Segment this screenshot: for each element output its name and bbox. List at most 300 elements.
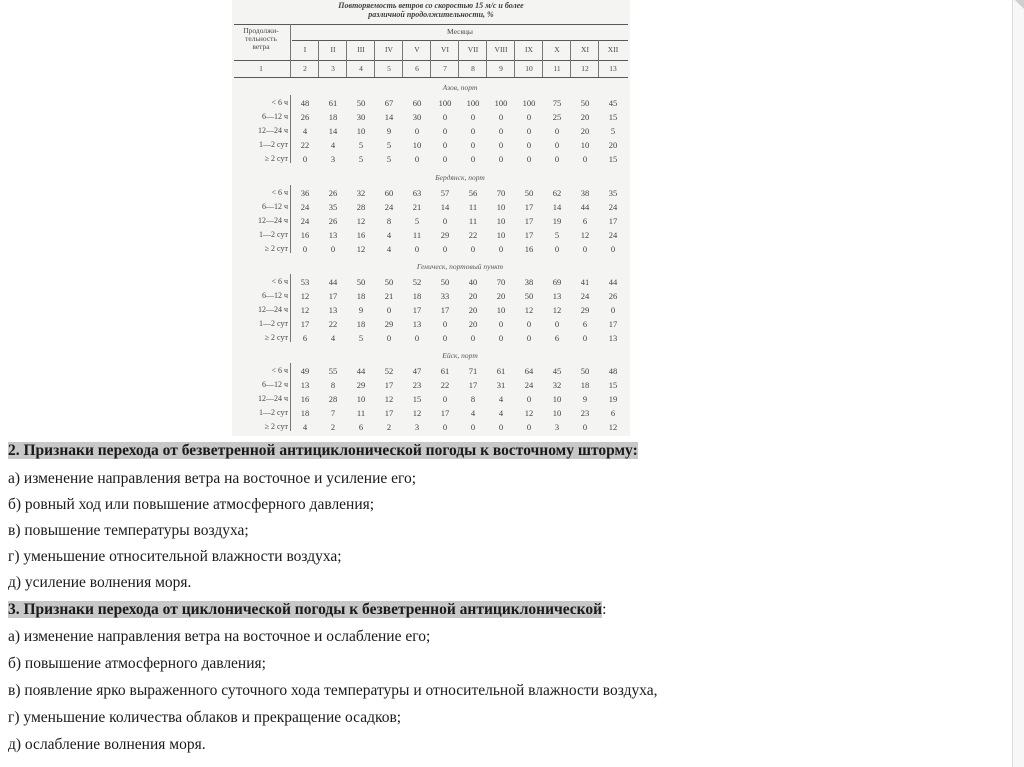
table-cell: 17	[384, 380, 394, 390]
column-number: 3	[331, 64, 335, 73]
table-cell: 28	[328, 394, 338, 404]
table-cell: 0	[442, 319, 448, 329]
table-cell: 12	[384, 394, 394, 404]
table-rule-mid	[234, 60, 628, 61]
row-label: 12—24 ч	[257, 216, 288, 225]
table-vline	[486, 40, 487, 77]
table-cell: 52	[384, 366, 394, 376]
section3-item-g: г) уменьшение количества облаков и прекращение осадков;	[8, 709, 402, 726]
month-header: I	[303, 45, 307, 54]
table-cell: 0	[582, 333, 588, 343]
table-cell: 24	[608, 202, 618, 212]
table-cell: 3	[554, 422, 560, 432]
section3-item-a: а) изменение направления ветра на восточное и ослабление его;	[8, 628, 431, 645]
table-cell: 0	[526, 112, 532, 122]
table-cell: 0	[526, 140, 532, 150]
table-vline-first	[290, 24, 291, 77]
month-header: IV	[385, 45, 393, 54]
month-header: IX	[525, 45, 533, 54]
table-cell: 0	[470, 333, 476, 343]
table-cell: 16	[300, 394, 310, 404]
table-cell: 29	[580, 305, 590, 315]
table-cell: 44	[608, 277, 618, 287]
table-cell: 0	[554, 140, 560, 150]
table-cell: 17	[440, 305, 450, 315]
table-cell: 17	[608, 319, 618, 329]
section2-item-v: в) повышение температуры воздуха;	[8, 522, 249, 539]
page-corner-icon	[1015, 0, 1024, 9]
table-cell: 12	[524, 305, 534, 315]
table-cell: 55	[328, 366, 338, 376]
table-cell: 20	[608, 140, 618, 150]
column-number: 2	[303, 64, 307, 73]
table-cell: 5	[358, 140, 364, 150]
table-cell: 7	[330, 408, 336, 418]
table-cell: 12	[552, 305, 562, 315]
table-cell: 0	[554, 126, 560, 136]
table-cell: 6	[358, 422, 364, 432]
table-cell: 3	[330, 154, 336, 164]
table-vline-block	[290, 274, 291, 342]
header-duration-line: ветра	[252, 42, 270, 51]
table-cell: 12	[300, 291, 310, 301]
table-cell: 13	[552, 291, 562, 301]
header-duration-line: тельность	[245, 34, 277, 43]
table-cell: 29	[384, 319, 394, 329]
table-cell: 24	[608, 230, 618, 240]
table-cell: 8	[330, 380, 336, 390]
table-cell: 17	[468, 380, 478, 390]
column-number: 12	[581, 64, 589, 73]
column-number: 8	[471, 64, 475, 73]
table-cell: 0	[582, 244, 588, 254]
table-cell: 20	[468, 319, 478, 329]
month-header: XI	[581, 45, 589, 54]
section3-item-d: д) ослабление волнения моря.	[8, 736, 206, 753]
station-name: Азов, порт	[442, 83, 478, 92]
table-cell: 14	[384, 112, 394, 122]
table-cell: 35	[608, 188, 618, 198]
table-cell: 63	[412, 188, 422, 198]
table-cell: 12	[356, 216, 366, 226]
table-cell: 11	[412, 230, 422, 240]
table-cell: 10	[580, 140, 590, 150]
scanned-wind-table	[232, 0, 630, 436]
table-cell: 100	[522, 98, 536, 108]
row-label: < 6 ч	[271, 98, 288, 107]
section3-heading: 3. Признаки перехода от циклонической погоды к безветренной антициклонической:	[8, 601, 607, 618]
table-cell: 0	[470, 140, 476, 150]
table-cell: 17	[384, 408, 394, 418]
table-vline-block	[290, 95, 291, 163]
table-cell: 53	[300, 277, 310, 287]
table-cell: 45	[608, 98, 618, 108]
table-cell: 5	[610, 126, 616, 136]
month-header: VII	[467, 45, 479, 54]
table-cell: 16	[356, 230, 366, 240]
table-cell: 60	[384, 188, 394, 198]
table-cell: 0	[414, 244, 420, 254]
table-cell: 11	[468, 216, 478, 226]
section2-item-d: д) усиление волнения моря.	[8, 574, 192, 591]
table-cell: 100	[438, 98, 452, 108]
table-cell: 18	[328, 112, 338, 122]
table-cell: 6	[582, 319, 588, 329]
row-label: 6—12 ч	[261, 202, 288, 211]
table-cell: 0	[610, 305, 616, 315]
column-number: 4	[359, 64, 363, 73]
table-cell: 13	[608, 333, 618, 343]
table-cell: 0	[554, 154, 560, 164]
section2-heading: 2. Признаки перехода от безветренной антициклонической погоды к восточному шторму:	[8, 442, 638, 459]
table-cell: 0	[498, 140, 504, 150]
table-vline	[346, 40, 347, 77]
table-cell: 38	[524, 277, 534, 287]
column-number: 10	[525, 64, 533, 73]
table-cell: 22	[328, 319, 338, 329]
table-cell: 22	[440, 380, 450, 390]
station-name: Геническ, портовый пункт	[416, 262, 504, 271]
table-cell: 0	[442, 333, 448, 343]
section3-item-b: б) повышение атмосферного давления;	[8, 655, 266, 672]
station-name: Бердянск, порт	[435, 173, 485, 182]
header-duration-line: Продолжи-	[243, 26, 279, 35]
table-cell: 0	[498, 422, 504, 432]
table-cell: 100	[466, 98, 480, 108]
table-cell: 12	[412, 408, 422, 418]
table-cell: 17	[328, 291, 338, 301]
table-cell: 23	[580, 408, 590, 418]
table-cell: 47	[412, 366, 422, 376]
table-vline	[374, 40, 375, 77]
month-header: VI	[441, 45, 449, 54]
table-cell: 0	[498, 112, 504, 122]
table-cell: 5	[358, 154, 364, 164]
table-cell: 26	[328, 216, 338, 226]
table-cell: 0	[498, 319, 504, 329]
table-rule-top	[234, 24, 628, 25]
table-cell: 15	[608, 112, 618, 122]
table-cell: 100	[494, 98, 508, 108]
table-cell: 0	[554, 244, 560, 254]
table-cell: 4	[386, 230, 392, 240]
header-months: Месяцы	[447, 27, 473, 36]
table-cell: 4	[302, 422, 308, 432]
table-cell: 0	[442, 112, 448, 122]
table-cell: 24	[524, 380, 534, 390]
table-cell: 14	[552, 202, 562, 212]
station-name: Ейск, порт	[442, 351, 478, 360]
table-cell: 19	[552, 216, 562, 226]
table-cell: 11	[468, 202, 478, 212]
table-cell: 4	[498, 408, 504, 418]
table-cell: 26	[300, 112, 310, 122]
table-cell: 0	[414, 154, 420, 164]
table-cell: 0	[498, 244, 504, 254]
table-cell: 19	[608, 394, 618, 404]
table-cell: 0	[582, 154, 588, 164]
table-cell: 5	[414, 216, 420, 226]
column-number: 6	[415, 64, 419, 73]
table-cell: 64	[524, 366, 534, 376]
table-cell: 21	[412, 202, 422, 212]
table-vline	[430, 40, 431, 77]
table-cell: 30	[356, 112, 366, 122]
table-cell: 31	[496, 380, 506, 390]
table-cell: 10	[496, 202, 506, 212]
table-cell: 26	[328, 188, 338, 198]
table-cell: 12	[300, 305, 310, 315]
table-cell: 44	[580, 202, 590, 212]
table-cell: 24	[300, 216, 310, 226]
table-cell: 16	[524, 244, 534, 254]
table-cell: 15	[608, 380, 618, 390]
table-cell: 0	[470, 154, 476, 164]
table-vline	[402, 40, 403, 77]
table-cell: 67	[384, 98, 394, 108]
row-label: 1—2 сут	[259, 230, 288, 239]
table-vline	[570, 40, 571, 77]
table-cell: 61	[440, 366, 450, 376]
table-rule-num	[234, 77, 628, 78]
table-cell: 0	[498, 126, 504, 136]
month-header: V	[414, 45, 420, 54]
table-cell: 24	[384, 202, 394, 212]
table-cell: 0	[498, 154, 504, 164]
row-label: 12—24 ч	[257, 394, 288, 403]
table-cell: 12	[356, 244, 366, 254]
table-cell: 45	[552, 366, 562, 376]
table-vline	[598, 40, 599, 77]
table-cell: 49	[300, 366, 310, 376]
table-cell: 18	[356, 291, 366, 301]
table-cell: 70	[496, 188, 506, 198]
table-cell: 9	[358, 305, 364, 315]
month-header: VIII	[494, 45, 508, 54]
table-cell: 28	[356, 202, 366, 212]
table-cell: 8	[386, 216, 392, 226]
row-label: ≥ 2 сут	[264, 333, 288, 342]
table-cell: 17	[524, 216, 534, 226]
table-cell: 17	[412, 305, 422, 315]
table-cell: 13	[300, 380, 310, 390]
month-header: X	[554, 45, 560, 54]
table-cell: 0	[470, 112, 476, 122]
table-cell: 17	[440, 408, 450, 418]
table-cell: 10	[496, 305, 506, 315]
table-vline	[514, 40, 515, 77]
table-vline-block	[290, 185, 291, 253]
table-cell: 0	[554, 319, 560, 329]
month-header: III	[357, 45, 365, 54]
column-number: 1	[259, 64, 263, 73]
table-caption-line-2: различной продолжительности, %	[368, 10, 494, 19]
table-cell: 10	[496, 216, 506, 226]
table-cell: 16	[300, 230, 310, 240]
table-cell: 6	[302, 333, 308, 343]
table-cell: 0	[526, 319, 532, 329]
table-cell: 75	[552, 98, 562, 108]
row-label: 1—2 сут	[259, 408, 288, 417]
row-label: ≥ 2 сут	[264, 422, 288, 431]
row-label: ≥ 2 сут	[264, 154, 288, 163]
table-cell: 0	[526, 126, 532, 136]
table-rule-months	[292, 40, 628, 41]
table-cell: 11	[356, 408, 366, 418]
table-cell: 0	[302, 244, 308, 254]
table-cell: 8	[470, 394, 476, 404]
table-cell: 4	[330, 333, 336, 343]
slide-right-edge	[1012, 0, 1024, 767]
table-cell: 3	[414, 422, 420, 432]
table-cell: 17	[608, 216, 618, 226]
table-vline-block	[290, 363, 291, 431]
table-cell: 0	[442, 422, 448, 432]
table-cell: 0	[442, 216, 448, 226]
table-cell: 0	[526, 154, 532, 164]
row-label: < 6 ч	[271, 188, 288, 197]
table-cell: 13	[412, 319, 422, 329]
table-cell: 9	[386, 126, 392, 136]
table-cell: 24	[300, 202, 310, 212]
table-cell: 0	[330, 244, 336, 254]
month-header: II	[330, 45, 336, 54]
table-cell: 0	[526, 422, 532, 432]
table-cell: 10	[356, 394, 366, 404]
table-cell: 44	[356, 366, 366, 376]
table-cell: 17	[524, 230, 534, 240]
section3-item-v: в) появление ярко выраженного суточного хода температуры и относительной влажности воздуха,	[8, 682, 658, 699]
table-cell: 0	[526, 333, 532, 343]
row-label: 1—2 сут	[259, 140, 288, 149]
table-cell: 4	[498, 394, 504, 404]
table-cell: 18	[412, 291, 422, 301]
table-cell: 0	[442, 140, 448, 150]
section2-item-g: г) уменьшение относительной влажности воздуха;	[8, 548, 342, 565]
table-cell: 5	[386, 154, 392, 164]
table-cell: 0	[470, 126, 476, 136]
row-label: 6—12 ч	[261, 291, 288, 300]
table-cell: 25	[552, 112, 562, 122]
table-cell: 48	[608, 366, 618, 376]
table-cell: 10	[552, 408, 562, 418]
table-cell: 9	[582, 394, 588, 404]
table-cell: 50	[524, 188, 534, 198]
table-cell: 6	[582, 216, 588, 226]
table-cell: 12	[524, 408, 534, 418]
table-cell: 60	[412, 98, 422, 108]
table-cell: 20	[468, 305, 478, 315]
table-cell: 0	[470, 422, 476, 432]
table-cell: 0	[442, 394, 448, 404]
table-cell: 14	[440, 202, 450, 212]
table-cell: 52	[412, 277, 422, 287]
table-cell: 13	[328, 305, 338, 315]
table-cell: 0	[498, 333, 504, 343]
table-cell: 32	[356, 188, 366, 198]
table-cell: 4	[470, 408, 476, 418]
table-cell: 0	[386, 305, 392, 315]
table-cell: 0	[442, 126, 448, 136]
row-label: < 6 ч	[271, 277, 288, 286]
table-caption-line-1: Повторяемость ветров со скоростью 15 м/с и более	[338, 1, 524, 10]
table-cell: 20	[580, 112, 590, 122]
table-cell: 29	[356, 380, 366, 390]
column-number: 13	[609, 64, 617, 73]
section2-item-b: б) ровный ход или повышение атмосферного давления;	[8, 496, 375, 513]
table-cell: 20	[580, 126, 590, 136]
table-cell: 32	[552, 380, 562, 390]
table-cell: 0	[526, 394, 532, 404]
table-cell: 0	[386, 333, 392, 343]
table-cell: 61	[496, 366, 506, 376]
table-cell: 20	[496, 291, 506, 301]
table-cell: 2	[330, 422, 336, 432]
table-cell: 4	[330, 140, 336, 150]
table-cell: 50	[580, 366, 590, 376]
row-label: < 6 ч	[271, 366, 288, 375]
table-cell: 0	[610, 244, 616, 254]
table-cell: 50	[356, 277, 366, 287]
table-cell: 5	[386, 140, 392, 150]
table-cell: 18	[356, 319, 366, 329]
table-cell: 35	[328, 202, 338, 212]
table-cell: 12	[608, 422, 618, 432]
table-vline	[542, 40, 543, 77]
table-cell: 10	[552, 394, 562, 404]
row-label: 1—2 сут	[259, 319, 288, 328]
table-cell: 36	[300, 188, 310, 198]
table-cell: 14	[328, 126, 338, 136]
table-cell: 10	[412, 140, 422, 150]
table-vline	[458, 40, 459, 77]
table-cell: 56	[468, 188, 478, 198]
table-cell: 48	[300, 98, 310, 108]
table-cell: 0	[442, 244, 448, 254]
table-cell: 17	[524, 202, 534, 212]
table-vline	[318, 40, 319, 77]
section2-item-a: а) изменение направления ветра на восточное и усиление его;	[8, 470, 417, 487]
month-header: XII	[607, 45, 619, 54]
table-cell: 30	[412, 112, 422, 122]
table-cell: 0	[414, 126, 420, 136]
table-cell: 50	[384, 277, 394, 287]
table-cell: 0	[302, 154, 308, 164]
table-cell: 50	[440, 277, 450, 287]
table-cell: 50	[580, 98, 590, 108]
table-cell: 2	[386, 422, 392, 432]
table-cell: 50	[524, 291, 534, 301]
table-cell: 21	[384, 291, 394, 301]
table-cell: 50	[356, 98, 366, 108]
section3-heading-colon: :	[602, 601, 607, 618]
table-cell: 6	[554, 333, 560, 343]
table-cell: 17	[300, 319, 310, 329]
table-cell: 18	[580, 380, 590, 390]
column-number: 5	[387, 64, 391, 73]
row-label: 12—24 ч	[257, 305, 288, 314]
table-cell: 4	[302, 126, 308, 136]
column-number: 7	[443, 64, 447, 73]
table-cell: 24	[580, 291, 590, 301]
table-cell: 40	[468, 277, 478, 287]
table-cell: 5	[554, 230, 560, 240]
row-label: 6—12 ч	[261, 112, 288, 121]
table-cell: 6	[610, 408, 616, 418]
table-cell: 29	[440, 230, 450, 240]
table-cell: 15	[412, 394, 422, 404]
table-cell: 41	[580, 277, 590, 287]
